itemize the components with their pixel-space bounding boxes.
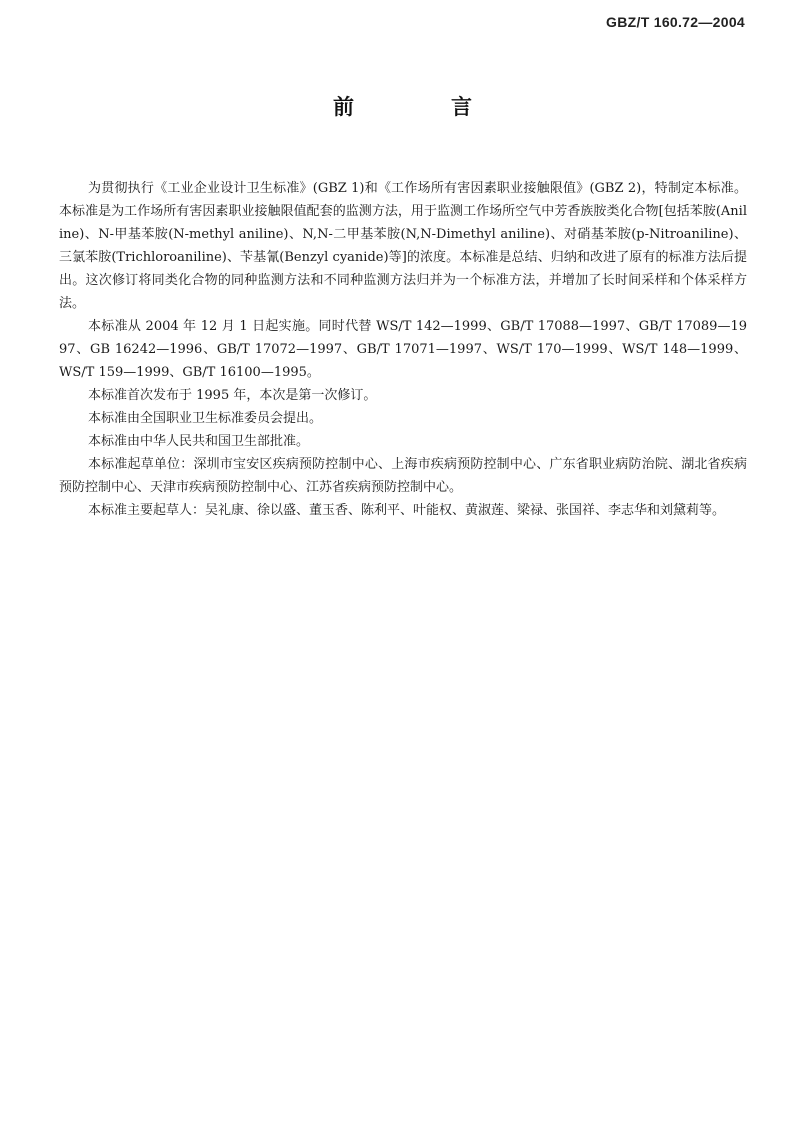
paragraph-approved-by: 本标准由中华人民共和国卫生部批准。 — [88, 434, 310, 449]
paragraph-drafting-units: 本标准起草单位：深圳市宝安区疾病预防控制中心、上海市疾病预防控制中心、广东省职业病防治院、湖北省疾病预防控制中心、天津市疾病预防控制中心、江苏省疾病预防控制中心。 — [59, 457, 747, 495]
standard-code: GBZ/T 160.72—2004 — [606, 14, 745, 30]
foreword-body — [59, 177, 747, 522]
paragraph-drafters: 本标准主要起草人：吴礼康、徐以盛、董玉香、陈利平、叶能权、黄淑莲、梁禄、张国祥、李志华和刘黛莉等。 — [88, 503, 726, 518]
paragraph-effective-date: 本标准从 2004 年 12 月 1 日起实施。同时代替 WS/T 142—1999、GB/T 17088—1997、GB/T 17089—1997、GB 16242—1996、GB/T 17072—1997、GB/T 17071—1997、WS/T 170—1999、WS/T 148—1999、WS/T 159—1999、GB/T 16100—1995。 — [59, 319, 747, 380]
paragraph-first-published: 本标准首次发布于 1995 年，本次是第一次修订。 — [88, 388, 377, 403]
paragraph-purpose: 为贯彻执行《工业企业设计卫生标准》(GBZ 1)和《工作场所有害因素职业接触限值》(GBZ 2)，特制定本标准。本标准是为工作场所有害因素职业接触限值配套的监测方法，用于监测工作场所空气中芳香族胺类化合物[包括苯胺(Aniline)、N-甲基苯胺(N-methyl aniline)、N,N-二甲基苯胺(N,N-Dimethyl aniline)、对硝基苯胺(p-Nitroaniline)、三氯苯胺(Trichloroaniline)、苄基氰(Benzyl cyanide)等]的浓度。本标准是总结、归纳和改进了原有的标准方法后提出。这次修订将同类化合物的同种监测方法和不同种监测方法归并为一个标准方法，并增加了长时间采样和个体采样方法。 — [59, 181, 747, 311]
page-title: 前 言 — [333, 95, 510, 119]
paragraph-proposed-by: 本标准由全国职业卫生标准委员会提出。 — [88, 411, 323, 426]
